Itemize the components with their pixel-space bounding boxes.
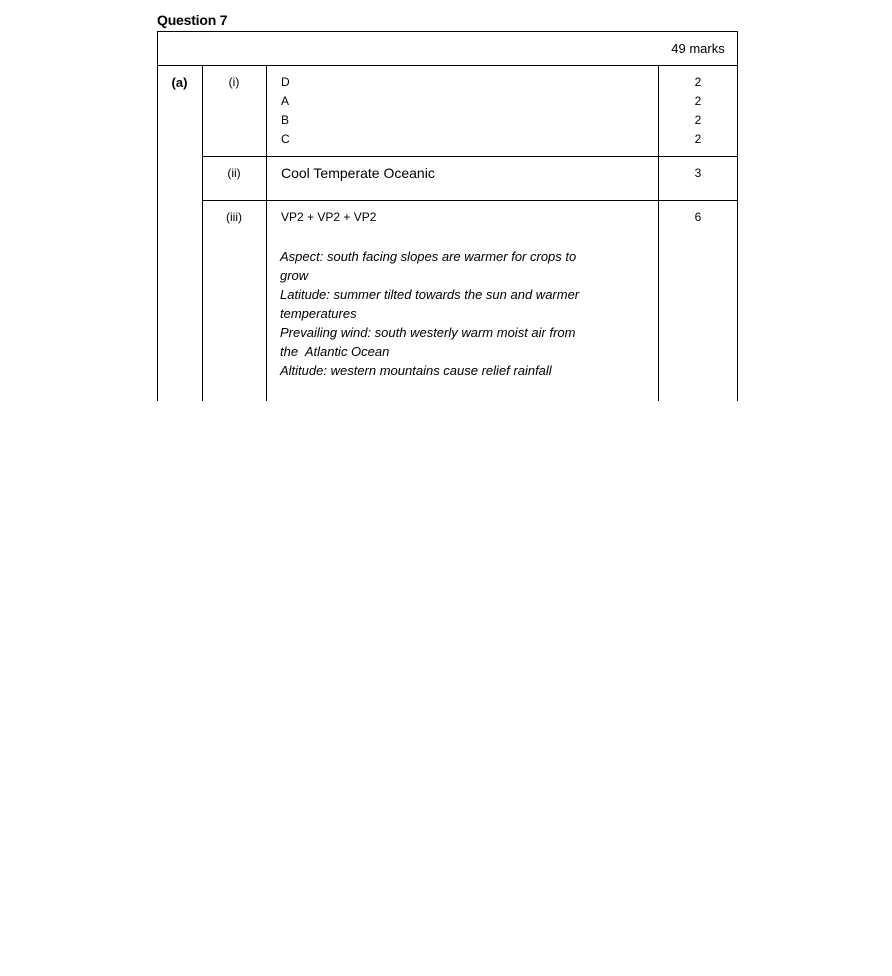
sub-iii-label: (iii) [226,210,242,224]
header-bottom-border [157,65,738,66]
total-marks: 49 marks [671,41,725,56]
answer-ii: Cool Temperate Oceanic [281,165,435,181]
sub-i-label: (i) [228,75,240,89]
marks-i-1: 2 [694,75,702,89]
answer-i-4: C [281,132,290,146]
marking-scheme-table [157,31,738,401]
part-column-divider [202,65,203,401]
answer-iii-line-2: grow [280,268,309,283]
scheme-iii: VP2 + VP2 + VP2 [281,210,377,224]
answer-iii-line-1: Aspect: south facing slopes are warmer for crops to [280,249,577,264]
sub-ii-label: (ii) [227,166,241,180]
answer-i-1: D [281,75,290,89]
answer-iii-line-4: temperatures [280,306,357,321]
answer-i-3: B [281,113,290,127]
table-top-border [157,31,738,32]
answer-iii-line-7: Altitude: western mountains cause relief rainfall [280,363,552,378]
answer-iii-line-5: Prevailing wind: south westerly warm moist air from [280,325,576,340]
marks-iii: 6 [694,210,702,224]
answer-iii-line-6: the Atlantic Ocean [280,344,390,359]
marks-i-3: 2 [694,113,702,127]
marks-i-2: 2 [694,94,702,108]
answer-iii-line-3: Latitude: summer tilted towards the sun and warmer [280,287,580,302]
part-a-label: (a) [171,75,188,90]
marks-i-4: 2 [694,132,702,146]
answer-i-2: A [281,94,290,108]
question-title: Question 7 [157,12,228,28]
marks-ii: 3 [694,166,702,180]
sub-column-divider [266,65,267,401]
